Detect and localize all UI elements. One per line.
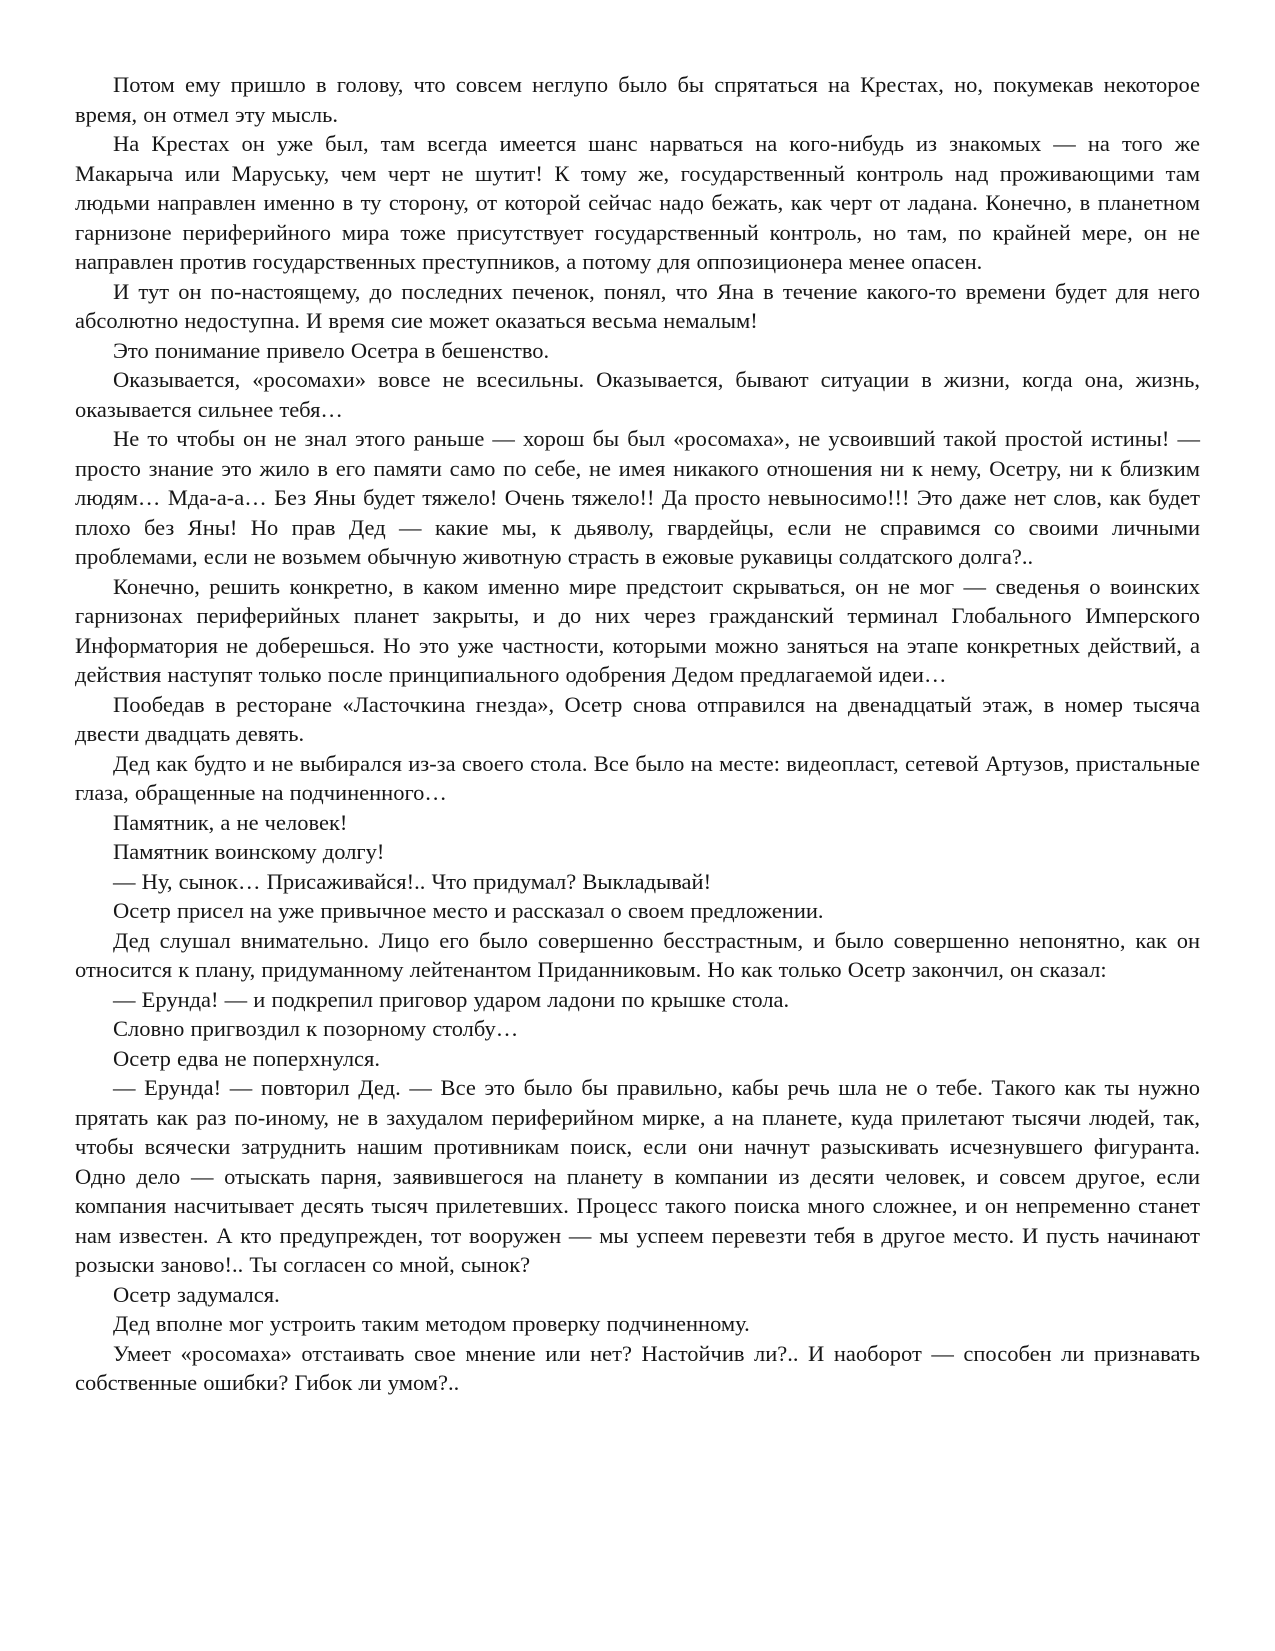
page-text (75, 70, 1200, 1398)
paragraph: Осетр едва не поперхнулся. (113, 1045, 381, 1071)
paragraph: Не то чтобы он не знал этого раньше — хорош бы был «росомаха», не усвоивший такой простой истины! — просто знание это жило в его памяти само по себе, не имея никакого отношения ни к нему, Осетру, ни к близким людям… Мда-а-а… Без Яны будет тяжело! Очень тяжело!! Да просто невыносимо!!! Это даже нет слов, как будет плохо без Яны! Но прав Дед — какие мы, к дьяволу, гвардейцы, если не справимся со своими личными проблемами, если не возьмем обычную животную страсть в ежовые рукавицы солдатского долга?.. (75, 426, 1200, 569)
paragraph: Осетр задумался. (113, 1281, 280, 1307)
paragraph: Конечно, решить конкретно, в каком именно мире предстоит скрываться, он не мог — сведенья о воинских гарнизонах периферийных планет закрыты, и до них через гражданский терминал Глобального Имперского Информатория не доберешься. Но это уже частности, которыми можно заняться на этапе конкретных действий, а действия наступят только после принципиального одобрения Дедом предлагаемой идеи… (75, 573, 1200, 687)
paragraph: Потом ему пришло в голову, что совсем неглупо было бы спрятаться на Крестах, но, покумекав некоторое время, он отмел эту мысль. (75, 72, 1200, 127)
paragraph: — Ну, сынок… Присаживайся!.. Что придумал? Выкладывай! (113, 868, 712, 894)
paragraph: Умеет «росомаха» отстаивать свое мнение или нет? Настойчив ли?.. И наоборот — способен ли признавать собственные ошибки? Гибок ли умом?.. (75, 1340, 1200, 1395)
paragraph: И тут он по-настоящему, до последних печенок, понял, что Яна в течение какого-то времени будет для него абсолютно недоступна. И время сие может оказаться весьма немалым! (75, 278, 1200, 333)
paragraph: Памятник воинскому долгу! (113, 839, 385, 864)
paragraph: Словно пригвоздил к позорному столбу… (113, 1016, 519, 1041)
paragraph: Это понимание привело Осетра в бешенство. (113, 337, 550, 363)
paragraph: Памятник, а не человек! (113, 809, 348, 835)
paragraph: Осетр присел на уже привычное место и рассказал о своем предложении. (113, 898, 824, 923)
paragraph: — Ерунда! — повторил Дед. — Все это было бы правильно, кабы речь шла не о тебе. Такого как ты нужно прятать как раз по-иному, не в захудалом периферийном мирке, а на планете, куда прилетают тысячи людей, так, чтобы всячески затруднить нашим противникам поиск, если они начнут разыскивать исчезнувшего фигуранта. Одно дело — отыскать парня, заявившегося на планету в компании из десяти человек, и совсем другое, если компания насчитывает десять тысяч прилетевших. Процесс такого поиска много сложнее, и он непременно станет нам известен. А кто предупрежден, тот вооружен — мы успеем перевезти тебя в другое место. И пусть начинают розыски заново!.. Ты согласен со мной, сынок? (75, 1075, 1200, 1277)
paragraph: Пообедав в ресторане «Ласточкина гнезда», Осетр снова отправился на двенадцатый этаж, в номер тысяча двести двадцать девять. (75, 691, 1200, 746)
paragraph: Дед как будто и не выбирался из-за своего стола. Все было на месте: видеопласт, сетевой Артузов, пристальные глаза, обращенные на подчиненного… (75, 750, 1200, 805)
paragraph: Дед слушал внимательно. Лицо его было совершенно бесстрастным, и было совершенно непонятно, как он относится к плану, придуманному лейтенантом Приданниковым. Но как только Осетр закончил, он сказал: (75, 927, 1200, 982)
paragraph: — Ерунда! — и подкрепил приговор ударом ладони по крышке стола. (113, 986, 790, 1012)
paragraph: Дед вполне мог устроить таким методом проверку подчиненному. (113, 1311, 750, 1336)
paragraph: Оказывается, «росомахи» вовсе не всесильны. Оказывается, бывают ситуации в жизни, когда она, жизнь, оказывается сильнее тебя… (75, 367, 1200, 422)
paragraph: На Крестах он уже был, там всегда имеется шанс нарваться на кого-нибудь из знакомых — на того же Макарыча или Маруську, чем черт не шутит! К тому же, государственный контроль над проживающими там людьми направлен именно в ту сторону, от которой сейчас надо бежать, как черт от ладана. Конечно, в планетном гарнизоне периферийного мира тоже присутствует государственный контроль, но там, по крайней мере, он не направлен против государственных преступников, а потому для оппозиционера менее опасен. (75, 131, 1200, 274)
